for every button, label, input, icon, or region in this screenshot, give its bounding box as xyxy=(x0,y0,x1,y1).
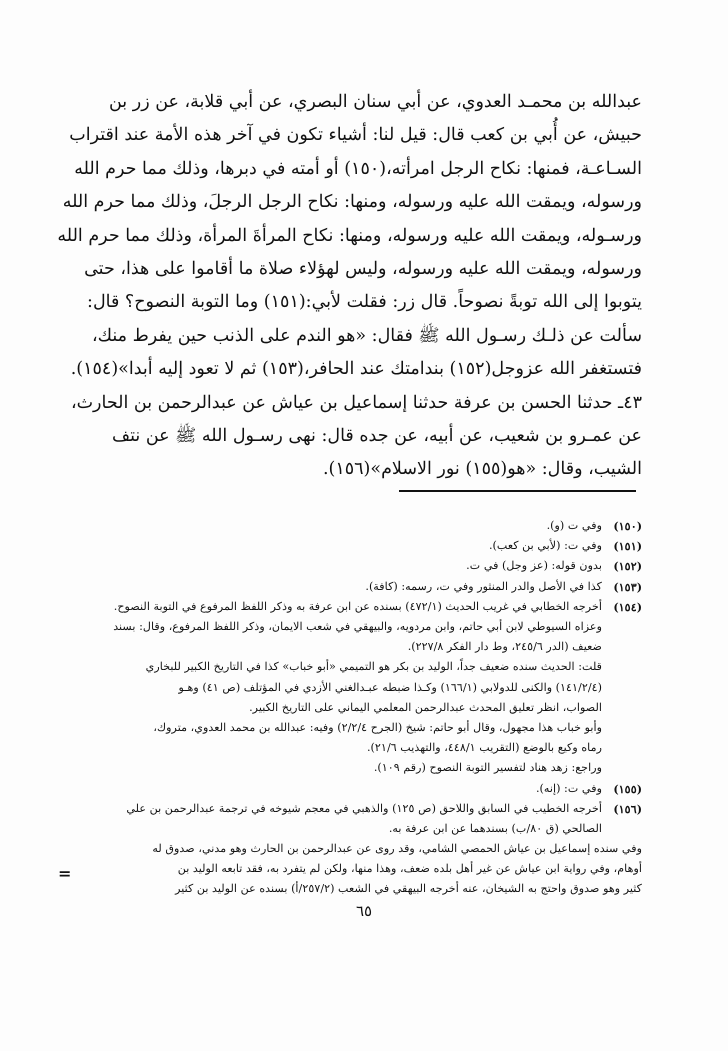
main-text-line: السـاعـة، فمنها: نكاح الرجل امرأته،(١٥٠) أو أمته في دبرها، وذلك مما حرم الله xyxy=(74,158,642,179)
main-text-line: عبدالله بن محمـد العدوي، عن أبي سنان البصري، عن أبي قلابة، عن زر بن xyxy=(108,92,642,112)
footnote-body xyxy=(86,799,602,839)
footnote-line: وعزاه السيوطي لابن أبي حاتم، وابن مردويه، والبيهقي في شعب الايمان، وذكر اللفظ المرفوع، وقال: بسند xyxy=(113,620,602,633)
footnote-line: الصواب، انظر تعليق المحدث عبدالرحمن المعلمي اليماني على التاريخ الكبير. xyxy=(249,700,602,714)
footnote-line: رماه وكيع بالوضع (التقريب ٤٤٨/١، والتهذيب ٢١/٦). xyxy=(367,741,602,755)
footnote-body xyxy=(86,577,602,597)
main-text xyxy=(57,86,642,487)
page-number: ٦٥ xyxy=(355,902,373,920)
main-text-line: عن عمـرو بن شعيب، عن أبيه، عن جده قال: نهى رسـول الله ﷺ عن نتف xyxy=(112,425,642,446)
footnote-line: وراجع: زهد هناد لتفسير التوبة النصوح (رقم ١٠٩). xyxy=(373,761,602,775)
footnote xyxy=(86,556,642,576)
footnote xyxy=(86,536,642,556)
footnote-body xyxy=(86,536,602,556)
footnote-number: (١٥٥) xyxy=(613,781,642,796)
footnote-number: (١٥٢) xyxy=(613,559,642,574)
main-text-line: يتوبوا إلى الله توبةً نصوحاً. قال زر: فقلت لأبي:(١٥١) وما التوبة النصوح؟ قال: xyxy=(87,292,642,313)
footnote-body xyxy=(86,597,602,779)
footnote-line: وأبو خباب هذا مجهول، وقال أبو حاتم: شيخ (الجرح ٢/٢/٤) وفيه: عبدالله بن محمد العدوي، متروك، xyxy=(153,720,602,734)
footnote-body xyxy=(86,556,602,576)
footnote xyxy=(86,779,642,799)
footnote-body xyxy=(86,779,602,799)
footnote-line: وفي ت (و). xyxy=(546,519,602,532)
footnote-number: (١٥٠) xyxy=(613,519,642,533)
footnote-continuation-line: كثير وهو صدوق واحتج به الشيخان، عنه أخرجه البيهقي في الشعب (٢٥٧/٢/أ) بسنده عن الوليد بن كثير xyxy=(175,882,642,896)
footnote-line: قلت: الحديث سنده ضعيف جداً، الوليد بن بكر هو التميمي «أبو خباب» كذا في التاريخ الكبير للبخاري xyxy=(145,660,602,674)
main-text-line: حبيش، عن أُبي بن كعب قال: قيل لنا: أشياء تكون في آخر هذه الأمة عند اقتراب xyxy=(69,125,642,146)
footnote-line: وفي ت: (لأبي بن كعب). xyxy=(488,539,602,553)
main-text-line: ورسوله، ويمقت الله عليه ورسوله، وليس لهؤلاء صلاة ما أقاموا على هذا، حتى xyxy=(84,258,642,279)
footnote-number: (١٥٣) xyxy=(613,579,642,594)
continuation-mark: = xyxy=(58,864,72,883)
footnote xyxy=(86,577,642,597)
footnote-number: (١٥٤) xyxy=(613,599,642,614)
footnote-body xyxy=(86,516,602,536)
main-text-line: ورسوله، ويمقت الله عليه ورسوله، ومنها: نكاح الرجل الرجلَ، وذلك مما حرم الله xyxy=(62,192,642,213)
footnote-line: وفي ت: (إنه). xyxy=(536,781,602,795)
footnote-continuation-line: أوهام، وفي رواية ابن عياش عن غير أهل بلده ضعف، وهذا منها، ولكن لم يتفرد به، فقد تابعه الوليد بن xyxy=(177,862,642,876)
main-text-line: فتستغفر الله عزوجل(١٥٢) بندامتك عند الحافر،(١٥٣) ثم لا تعود إليه أبدا»(١٥٤). xyxy=(70,359,642,380)
main-text-line: الشيب، وقال: «هو(١٥٥) نور الاسلام»(١٥٦). xyxy=(322,459,642,480)
footnote xyxy=(86,799,642,839)
footnote xyxy=(86,597,642,779)
footnote-line: أخرجه الخطابي في غريب الحديث (٤٧٢/١) بسنده عن ابن عرفة به وذكر اللفظ المرفوع في التوبة النصوح. xyxy=(113,599,602,613)
footnote-line: كذا في الأصل والدر المنثور وفي ت، رسمه: (كافة). xyxy=(365,579,602,593)
footnote-line: أخرجه الخطيب في السابق واللاحق (ص ١٢٥) والذهبي في معجم شيوخه في ترجمة عبدالرحمن بن علي xyxy=(126,801,602,815)
footnote-divider xyxy=(399,490,636,492)
main-text-line: ٤٣ـ حدثنا الحسن بن عرفة حدثنا إسماعيل بن عياش عن عبدالرحمن بن الحارث، xyxy=(70,392,642,413)
footnote-line: (١٤١/٢/٤) والكنى للدولابي (١٦٦/١) وكـذا ضبطه عبـدالغني الأزدي في المؤتلف (ص ٤١) وهـو xyxy=(178,680,602,694)
main-text-line: ورسـوله، ويمقت الله عليه ورسوله، ومنها: نكاح المرأةَ المرأة، وذلك مما حرم الله xyxy=(57,225,642,246)
main-text-line: سألت عن ذلـك رسـول الله ﷺ فقال: «هو الندم على الذنب حين يفرط منك، xyxy=(91,325,642,346)
footnote-continuation-line: وفي سنده إسماعيل بن عياش الحمصي الشامي، وقد روى عن عبدالرحمن بن الحارث وهو مدني، صدوق له xyxy=(152,842,642,856)
footnote xyxy=(86,516,642,536)
footnotes xyxy=(86,516,642,900)
footnote-line: ضعيف (الدر ٢٤٥/٦، وط دار الفكر ٢٢٧/٨). xyxy=(407,640,602,654)
footnote-number: (١٥١) xyxy=(613,539,642,554)
footnote-line: الصالحي (ق ٨٠/ب) بسندهما عن ابن عرفة به. xyxy=(388,821,602,835)
footnote-number: (١٥٦) xyxy=(613,801,642,816)
footnote-line: بدون قوله: (عز وجل) في ت. xyxy=(466,559,602,573)
